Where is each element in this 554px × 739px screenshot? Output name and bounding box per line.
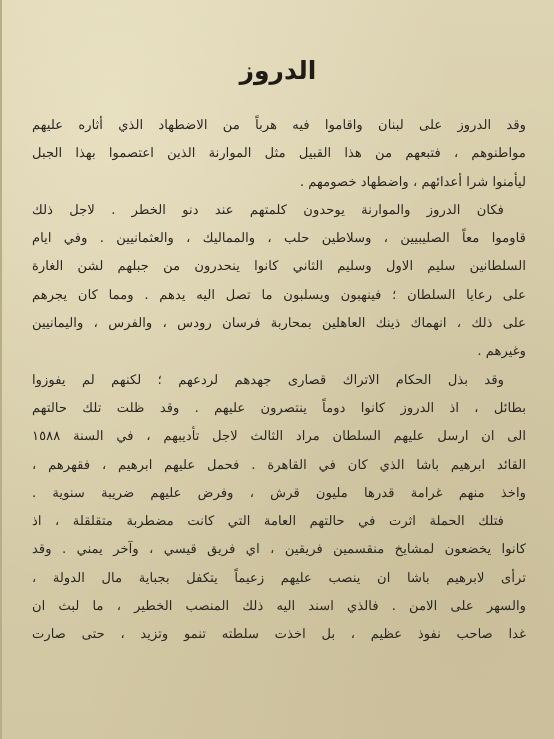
text-line: كانوا يخضعون لمشايخ منقسمين فريقين ، اي فريق قيسي ، وآخر يمني . وقد bbox=[32, 542, 526, 558]
text-line: وقد الدروز على لبنان واقاموا فيه هرباً من الاضطهاد الذي أثاره عليهم bbox=[32, 118, 526, 133]
chapter-title: الدروز bbox=[239, 56, 317, 85]
text-line: بطائل ، اذ الدروز كانوا دوماً ينتصرون عليهم . وقد ظلت تلك حالتهم bbox=[32, 400, 526, 416]
text-line: قاوموا معاً الصليبيين ، وسلاطين حلب ، والمماليك ، والعثمانيين . وفي ايام bbox=[32, 231, 526, 247]
text-line: مواطنوهم ، فتبعهم من هذا القبيل مثل الموارنة الذين اعتصموا بهذا الجبل bbox=[32, 146, 526, 162]
text-line: واخذ منهم غرامة قدرها مليون قرش ، وفرض عليهم ضريبة سنوية . bbox=[32, 485, 526, 501]
text-line: غدا صاحب نفوذ عظيم ، بل اخذت سلطته تنمو وتزيد ، حتى صارت bbox=[32, 627, 526, 643]
text-line: على ذلك ، انهماك ذينك العاهلين بمحاربة فرسان رودس ، والفرس ، واليمانيين bbox=[32, 316, 526, 332]
text-line: القائد ابرهيم باشا الذي كان في القاهرة . فحمل عليهم ابرهيم ، فقهرهم ، bbox=[32, 457, 526, 473]
text-line: ترأى لابرهيم باشا ان ينصب عليهم زعيماً يتكفل بجباية مال الدولة ، bbox=[32, 570, 526, 586]
text-line: على رعايا السلطان ؛ فينهبون ويسلبون ما تصل اليه يدهم . ومما كان يجرهم bbox=[32, 287, 526, 303]
text-line: الى ان ارسل عليهم السلطان مراد الثالث لاجل تأديبهم ، في السنة ١٥٨٨ bbox=[32, 429, 526, 445]
body-text bbox=[32, 112, 526, 650]
text-line: فتلك الحملة اثرت في حالتهم العامة التي كانت مضطربة متقلقلة ، اذ bbox=[32, 514, 504, 530]
text-line: وقد بذل الحكام الاتراك قصارى جهدهم لردعهم ؛ لكنهم لم يفوزوا bbox=[32, 372, 504, 388]
text-line: فكان الدروز والموارنة يوحدون كلمتهم عند دنو الخطر . لاجل ذلك bbox=[32, 202, 504, 218]
text-line: ليأمنوا شرا أعدائهم ، واضطهاد خصومهم . bbox=[299, 174, 526, 190]
text-line: والسهر على الامن . فالذي اسند اليه ذلك المنصب الخطير ، ما لبث ان bbox=[32, 599, 526, 615]
text-line: وغيرهم . bbox=[477, 344, 526, 360]
text-line: السلطانين سليم الاول وسليم الثاني كانوا ينحدرون من جبلهم لشن الغارة bbox=[32, 259, 526, 275]
